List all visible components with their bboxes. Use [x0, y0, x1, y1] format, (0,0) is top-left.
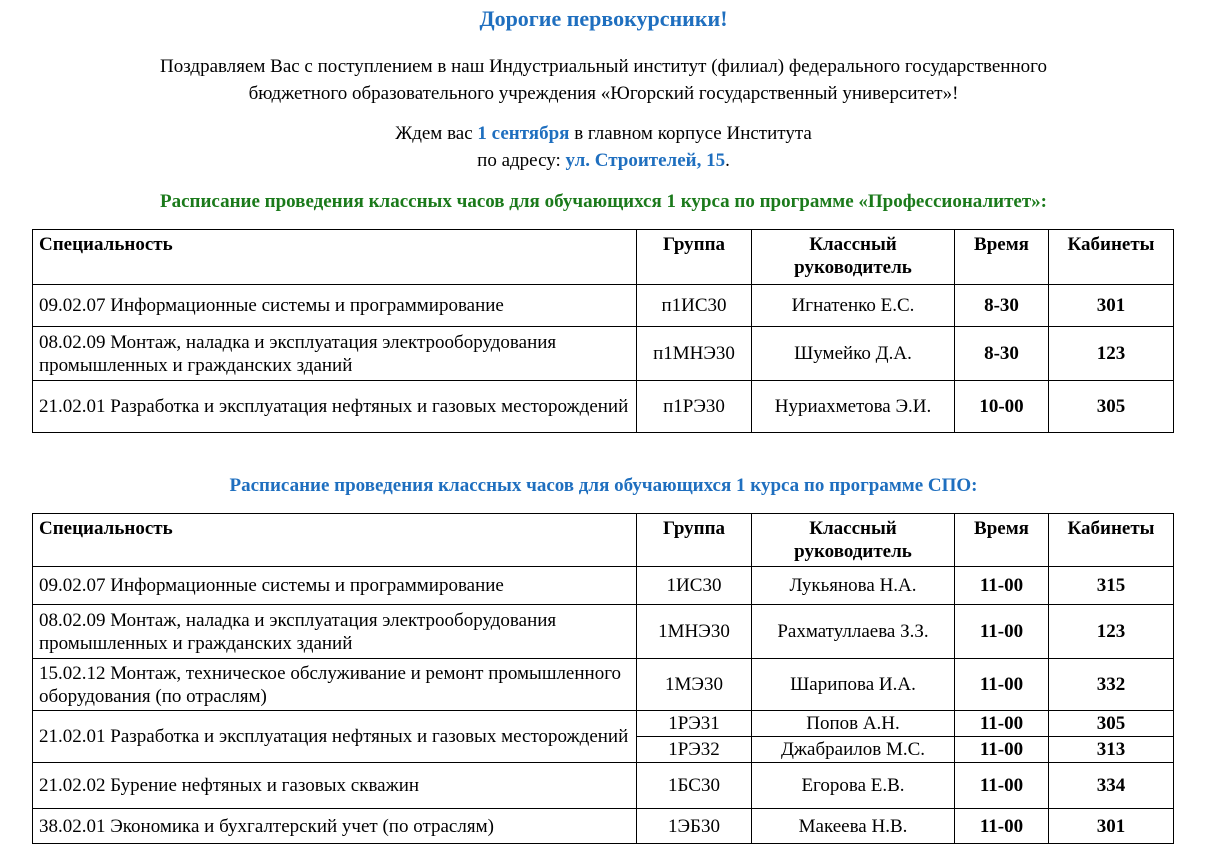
cell-room: 301	[1049, 809, 1174, 844]
cell-time: 11-00	[955, 659, 1049, 711]
table2-heading: Расписание проведения классных часов для обучающихся 1 курса по программе СПО:	[229, 475, 978, 496]
cell-time: 11-00	[955, 763, 1049, 809]
cell-room: 305	[1049, 381, 1174, 433]
cell-spec: 21.02.02 Бурение нефтяных и газовых скважин	[33, 763, 637, 809]
cell-spec: 09.02.07 Информационные системы и программирование	[33, 567, 637, 605]
cell-group: 1МНЭ30	[637, 605, 752, 659]
invite-suffix: в главном корпусе Института	[569, 123, 812, 144]
table-row	[33, 605, 1174, 659]
table-row	[33, 567, 1174, 605]
cell-room: 313	[1049, 737, 1174, 763]
cell-room: 332	[1049, 659, 1174, 711]
greeting-line-1: Поздравляем Вас с поступлением в наш Индустриальный институт (филиал) федерального государственного	[160, 56, 1047, 77]
invite-prefix: Ждем вас	[395, 123, 478, 144]
cell-group: 1МЭ30	[637, 659, 752, 711]
cell-group: 1РЭ31	[637, 711, 752, 737]
cell-room: 305	[1049, 711, 1174, 737]
cell-spec: 08.02.09 Монтаж, наладка и эксплуатация электрооборудования промышленных и гражданских зданий	[33, 605, 637, 659]
cell-group: 1ЭБ30	[637, 809, 752, 844]
cell-curator: Игнатенко Е.С.	[752, 285, 955, 327]
invitation-text	[0, 120, 1207, 174]
header-time: Время	[955, 230, 1049, 285]
cell-curator: Лукьянова Н.А.	[752, 567, 955, 605]
schedule-table-professionalitet	[32, 229, 1174, 433]
cell-time: 11-00	[955, 711, 1049, 737]
cell-room: 123	[1049, 605, 1174, 659]
greeting-text	[0, 53, 1207, 107]
table-header-row	[33, 230, 1174, 285]
cell-curator: Рахматуллаева З.З.	[752, 605, 955, 659]
header-group: Группа	[637, 230, 752, 285]
cell-time: 11-00	[955, 567, 1049, 605]
cell-curator: Джабраилов М.С.	[752, 737, 955, 763]
header-spec: Специальность	[33, 230, 637, 285]
cell-curator: Попов А.Н.	[752, 711, 955, 737]
cell-room: 334	[1049, 763, 1174, 809]
cell-room: 123	[1049, 327, 1174, 381]
table1-heading: Расписание проведения классных часов для обучающихся 1 курса по программе «Профессионалитет»:	[159, 191, 1048, 212]
cell-spec: 08.02.09 Монтаж, наладка и эксплуатация электрооборудования промышленных и гражданских зданий	[33, 327, 637, 381]
header-spec: Специальность	[33, 514, 637, 567]
cell-spec: 15.02.12 Монтаж, техническое обслуживание и ремонт промышленного оборудования (по отраслям)	[33, 659, 637, 711]
header-time: Время	[955, 514, 1049, 567]
cell-group: п1МНЭ30	[637, 327, 752, 381]
invite-date: 1 сентября	[477, 123, 570, 144]
table-row	[33, 711, 1174, 737]
table-header-row	[33, 514, 1174, 567]
header-curator: Классный руководитель	[752, 230, 955, 285]
cell-curator: Нуриахметова Э.И.	[752, 381, 955, 433]
address-line	[0, 147, 1207, 174]
address-end: .	[725, 150, 730, 171]
cell-group: 1БС30	[637, 763, 752, 809]
table-row	[33, 327, 1174, 381]
cell-time: 8-30	[955, 327, 1049, 381]
address: ул. Строителей, 15	[565, 150, 726, 171]
invite-line	[0, 120, 1207, 147]
cell-spec: 38.02.01 Экономика и бухгалтерский учет (по отраслям)	[33, 809, 637, 844]
cell-group: п1ИС30	[637, 285, 752, 327]
table-row	[33, 285, 1174, 327]
header-room: Кабинеты	[1049, 514, 1174, 567]
cell-room: 315	[1049, 567, 1174, 605]
table-row	[33, 763, 1174, 809]
cell-curator: Макеева Н.В.	[752, 809, 955, 844]
schedule-table-spo	[32, 513, 1174, 844]
cell-spec: 21.02.01 Разработка и эксплуатация нефтяных и газовых месторождений	[33, 711, 637, 763]
cell-time: 11-00	[955, 809, 1049, 844]
cell-group: п1РЭ30	[637, 381, 752, 433]
cell-curator: Шумейко Д.А.	[752, 327, 955, 381]
page-title: Дорогие первокурсники!	[479, 6, 728, 31]
table-row	[33, 809, 1174, 844]
address-prefix: по адресу:	[477, 150, 566, 171]
cell-group: 1ИС30	[637, 567, 752, 605]
header-group: Группа	[637, 514, 752, 567]
cell-spec: 09.02.07 Информационные системы и программирование	[33, 285, 637, 327]
greeting-line-2: бюджетного образовательного учреждения «Югорский государственный университет»!	[248, 83, 959, 104]
cell-time: 11-00	[955, 605, 1049, 659]
cell-time: 11-00	[955, 737, 1049, 763]
cell-spec: 21.02.01 Разработка и эксплуатация нефтяных и газовых месторождений	[33, 381, 637, 433]
cell-room: 301	[1049, 285, 1174, 327]
header-room: Кабинеты	[1049, 230, 1174, 285]
header-curator: Классный руководитель	[752, 514, 955, 567]
cell-time: 10-00	[955, 381, 1049, 433]
table-row	[33, 381, 1174, 433]
table-row	[33, 659, 1174, 711]
cell-time: 8-30	[955, 285, 1049, 327]
cell-curator: Шарипова И.А.	[752, 659, 955, 711]
cell-group: 1РЭ32	[637, 737, 752, 763]
cell-curator: Егорова Е.В.	[752, 763, 955, 809]
